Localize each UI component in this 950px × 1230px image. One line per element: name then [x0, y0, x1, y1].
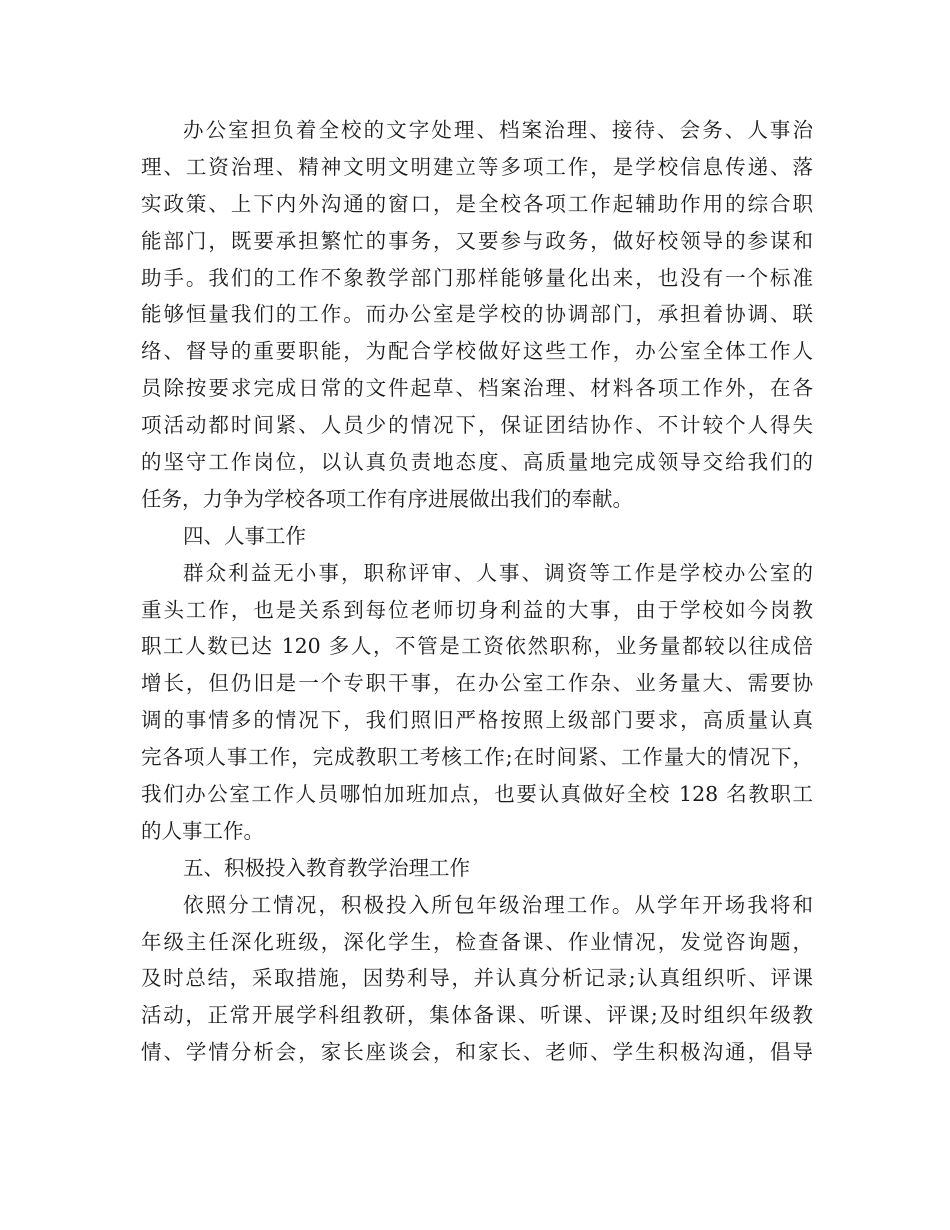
paragraph-line: 群众利益无小事，职称评审、人事、调资等工作是学校办公室的 [183, 560, 813, 585]
paragraph-line: 实政策、上下内外沟通的窗口，是全校各项工作起辅助作用的综合职 [141, 191, 813, 216]
paragraph-line: 活动，正常开展学科组教研，集体备课、听课、评课;及时组织年级教 [141, 1003, 813, 1028]
paragraph-line: 及时总结，采取措施，因势利导，并认真分析记录;认真组织听、评课 [141, 966, 813, 991]
document-body [141, 112, 813, 1071]
paragraph-personnel-work [141, 555, 813, 850]
paragraph-line: 能部门，既要承担繁忙的事务，又要参与政务，做好校领导的参谋和 [141, 228, 813, 253]
paragraph-line: 重头工作，也是关系到每位老师切身利益的大事，由于学校如今岗教 [141, 597, 813, 622]
paragraph-line: 办公室担负着全校的文字处理、档案治理、接待、会务、人事治 [183, 118, 813, 142]
paragraph-teaching-management [141, 887, 813, 1071]
paragraph-line: 增长，但仍旧是一个专职干事，在办公室工作杂、业务量大、需要协 [141, 671, 813, 696]
paragraph-line: 的人事工作。 [141, 818, 264, 843]
paragraph-line: 员除按要求完成日常的文件起草、档案治理、材料各项工作外，在各 [141, 376, 813, 401]
paragraph-line: 助手。我们的工作不象教学部门那样能够量化出来，也没有一个标准 [141, 265, 813, 290]
paragraph-line: 任务，力争为学校各项工作有序进展做出我们的奉献。 [141, 486, 633, 511]
paragraph-line: 项活动都时间紧、人员少的情况下，保证团结协作、不计较个人得失 [141, 413, 813, 438]
paragraph-line: 调的事情多的情况下，我们照旧严格按照上级部门要求，高质量认真 [141, 708, 813, 733]
paragraph-office-duties [141, 112, 813, 518]
paragraph-line: 的坚守工作岗位，以认真负责地态度、高质量地完成领导交给我们的 [141, 450, 813, 475]
section-heading-teaching-management: 五、积极投入教育教学治理工作 [183, 855, 470, 880]
paragraph-line: 络、督导的重要职能，为配合学校做好这些工作，办公室全体工作人 [141, 339, 813, 364]
paragraph-line: 情、学情分析会，家长座谈会，和家长、老师、学生积极沟通，倡导 [141, 1040, 813, 1065]
paragraph-line: 年级主任深化班级，深化学生，检查备课、作业情况，发觉咨询题， [141, 929, 813, 954]
paragraph-line: 能够恒量我们的工作。而办公室是学校的协调部门，承担着协调、联 [141, 302, 813, 327]
section-heading-personnel: 四、人事工作 [183, 523, 306, 548]
paragraph-line: 我们办公室工作人员哪怕加班加点，也要认真做好全校 128 名教职工 [141, 782, 813, 807]
paragraph-line: 完各项人事工作，完成教职工考核工作;在时间紧、工作量大的情况下， [141, 745, 813, 770]
paragraph-line: 依照分工情况，积极投入所包年级治理工作。从学年开场我将和 [183, 892, 813, 917]
paragraph-line: 理、工资治理、精神文明文明建立等多项工作，是学校信息传递、落 [141, 154, 813, 179]
paragraph-line: 职工人数已达 120 多人，不管是工资依然职称，业务量都较以往成倍 [141, 634, 813, 659]
